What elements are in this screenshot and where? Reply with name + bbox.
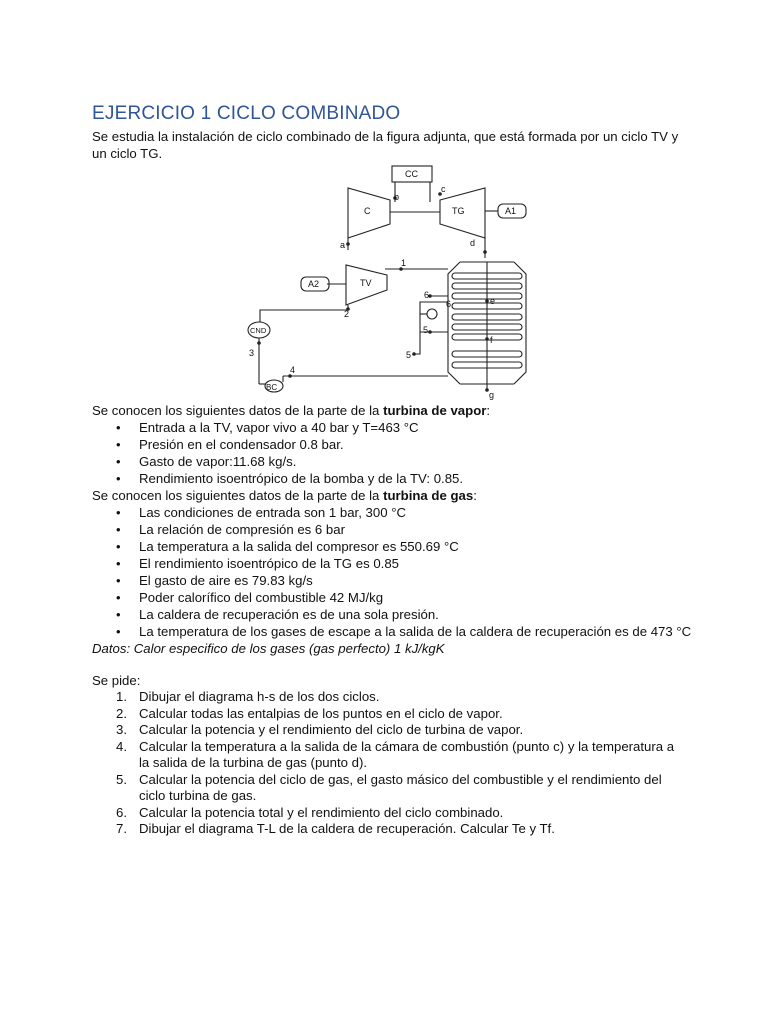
question-text: Calcular la potencia total y el rendimiento del ciclo combinado. bbox=[139, 804, 504, 820]
label-tg: TG bbox=[452, 206, 465, 216]
list-item: • Presión en el condensador 0.8 bar. bbox=[92, 436, 692, 453]
tv-lead-bold: turbina de vapor bbox=[383, 403, 487, 418]
question-item bbox=[92, 821, 682, 838]
tg-data-list bbox=[92, 504, 692, 640]
tg-lead-text: Se conocen los siguientes datos de la parte de la bbox=[92, 488, 384, 503]
list-item: • La caldera de recuperación es de una sola presión. bbox=[92, 606, 692, 623]
point-3: 3 bbox=[249, 348, 255, 358]
question-text: Calcular la temperatura a la salida de la cámara de combustión (punto c) y la temperatura a la salida de la turbina de gas (punto d). bbox=[139, 738, 675, 770]
question-number: 3. bbox=[116, 722, 127, 737]
question-text: Calcular la potencia del ciclo de gas, el gasto másico del combustible y el rendimiento del ciclo turbina de gas. bbox=[139, 771, 662, 803]
question-number: 7. bbox=[116, 821, 127, 836]
question-item bbox=[92, 805, 682, 822]
point-f: f bbox=[490, 335, 493, 345]
tv-lead-suffix: : bbox=[486, 403, 491, 418]
list-item: • Rendimiento isoentrópico de la bomba y de la TV: 0.85. bbox=[92, 470, 692, 487]
label-bc: BC bbox=[266, 383, 278, 392]
question-number: 6. bbox=[116, 804, 127, 820]
question-number: 2. bbox=[116, 705, 127, 721]
point-b: b bbox=[394, 192, 400, 202]
list-item: • El gasto de aire es 79.83 kg/s bbox=[92, 572, 692, 589]
point-1: 1 bbox=[401, 258, 407, 268]
list-item: • Las condiciones de entrada son 1 bar, 300 °C bbox=[92, 504, 692, 521]
question-item bbox=[92, 689, 682, 706]
point-c: c bbox=[441, 184, 446, 194]
point-6b: 6 bbox=[446, 299, 452, 309]
question-item bbox=[92, 722, 682, 739]
question-text: Calcular todas las entalpias de los puntos en el ciclo de vapor. bbox=[139, 705, 503, 721]
question-text: Calcular la potencia y el rendimiento del ciclo de turbina de vapor. bbox=[139, 722, 524, 737]
label-cnd: CND bbox=[250, 326, 267, 335]
exercise-title: EJERCICIO 1 CICLO COMBINADO bbox=[92, 103, 401, 124]
tv-lead-text: Se conocen los siguientes datos de la parte de la bbox=[92, 403, 384, 418]
list-item: • La temperatura a la salida del compresor es 550.69 °C bbox=[92, 538, 692, 555]
datos-note: Datos: Calor especifico de los gases (gas perfecto) 1 kJ/kgK bbox=[92, 641, 445, 656]
list-item: • Gasto de vapor:11.68 kg/s. bbox=[92, 453, 692, 470]
question-item bbox=[92, 772, 682, 805]
question-number: 5. bbox=[116, 771, 127, 787]
tg-lead-suffix: : bbox=[473, 488, 477, 503]
se-pide-heading: Se pide: bbox=[92, 673, 141, 688]
tg-section-lead bbox=[92, 487, 682, 504]
question-item bbox=[92, 706, 682, 723]
label-a2: A2 bbox=[308, 279, 320, 289]
point-5a: 5 bbox=[423, 325, 429, 335]
label-a1: A1 bbox=[505, 206, 517, 216]
list-item: • Entrada a la TV, vapor vivo a 40 bar y T=463 °C bbox=[92, 419, 692, 436]
point-5b: 5 bbox=[406, 350, 412, 360]
label-tv: TV bbox=[360, 278, 372, 288]
question-number: 4. bbox=[116, 738, 127, 754]
question-text: Dibujar el diagrama h-s de los dos ciclos. bbox=[139, 689, 380, 704]
question-item bbox=[92, 739, 682, 772]
point-e: e bbox=[490, 296, 496, 306]
tv-data-list bbox=[92, 419, 692, 487]
combined-cycle-diagram bbox=[230, 162, 540, 402]
point-4: 4 bbox=[290, 365, 296, 375]
point-d: d bbox=[470, 238, 476, 248]
question-text: Dibujar el diagrama T-L de la caldera de recuperación. Calcular Te y Tf. bbox=[139, 821, 555, 836]
intro-paragraph: Se estudia la instalación de ciclo combinado de la figura adjunta, que está formada por un ciclo TV y un ciclo TG. bbox=[92, 129, 679, 161]
point-a: a bbox=[340, 240, 346, 250]
list-item: • La relación de compresión es 6 bar bbox=[92, 521, 692, 538]
point-2: 2 bbox=[344, 309, 350, 319]
list-item: • Poder calorífico del combustible 42 MJ/kg bbox=[92, 589, 692, 606]
list-item: • El rendimiento isoentrópico de la TG es 0.85 bbox=[92, 555, 692, 572]
tg-lead-bold: turbina de gas bbox=[383, 488, 474, 503]
point-g: g bbox=[489, 390, 495, 400]
point-6a: 6 bbox=[424, 290, 430, 300]
label-cc: CC bbox=[405, 169, 418, 179]
label-c: C bbox=[364, 206, 371, 216]
questions-list bbox=[92, 689, 682, 838]
tv-section-lead bbox=[92, 402, 682, 419]
question-number: 1. bbox=[116, 689, 127, 704]
list-item: • La temperatura de los gases de escape a la salida de la caldera de recuperación es de 473 °C bbox=[92, 623, 692, 640]
